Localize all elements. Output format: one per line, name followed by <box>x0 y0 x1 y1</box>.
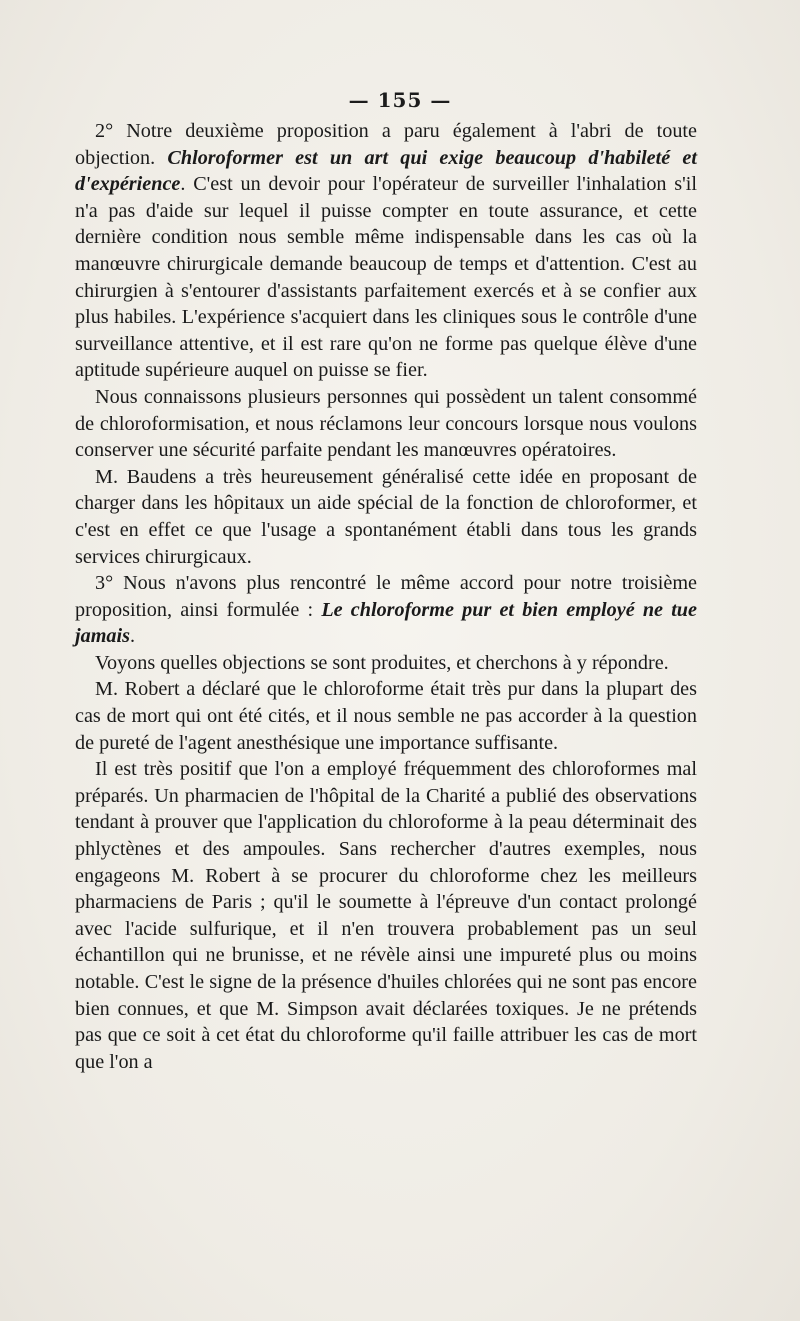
italic-emphasis: Chloroformer est un art qui exige beaucoup d'habileté et d'expérience <box>75 146 698 196</box>
italic-emphasis: Le chloroforme pur et bien employé ne tue jamais <box>75 598 697 648</box>
paragraph: Il est très positif que l'on a employé fréquemment des chloroformes mal préparés. Un pharmacien de l'hôpital de la Charité a publié des observations tendant à prouver que l'application du chloroforme à la peau déterminait des phlyctènes et des ampoules. Sans rechercher d'autres exemples, nous engageons M. Robert à se procurer du chloroforme chez les meilleurs pharmaciens de Paris ; qu'il le soumette à l'épreuve d'un contact prolongé avec l'acide sulfurique, et il n'en trouvera probablement pas un seul échantillon qui ne brunisse, et ne révèle ainsi une impureté plus ou moins notable. C'est le signe de la présence d'huiles chlorées qui ne sont pas encore bien connues, et que M. Simpson avait déclarées toxiques. Je ne prétends pas que ce soit à cet état du chloroforme qu'il faille attribuer les cas de mort que l'on a <box>75 758 697 1073</box>
paragraph: 2° Notre deuxième proposition a paru également à l'abri de toute objection. Chloroformer est un art qui exige beaucoup d'habileté et d'expérience. C'est un devoir pour l'opérateur de surveiller l'inhalation s'il n'a pas d'aide sur lequel il puisse compter en toute assurance, et cette dernière condition nous semble même indispensable dans les cas où la manœuvre chirurgicale demande beaucoup de temps et d'attention. C'est au chirurgien à s'entourer d'assistants parfaitement exercés et à se confier aux plus habiles. L'expérience s'acquiert dans les cliniques sous le contrôle d'une surveillance attentive, et il est rare qu'on ne forme pas quelque élève d'une aptitude supérieure auquel on puisse se fier. <box>75 120 698 382</box>
paragraph: 3° Nous n'avons plus rencontré le même accord pour notre troisième proposition, ainsi formulée : Le chloroforme pur et bien employé ne tue jamais. <box>75 572 697 648</box>
paragraph: M. Baudens a très heureusement généralisé cette idée en proposant de charger dans les hôpitaux un aide spécial de la fonction de chloroformer, et c'est en effet ce que l'usage a spontanément établi dans tous les grands services chirurgicaux. <box>75 465 697 568</box>
paragraph: M. Robert a déclaré que le chloroforme était très pur dans la plupart des cas de mort qui ont été cités, et il nous semble ne pas accorder à la question de pureté de l'agent anesthésique une importance suffisante. <box>75 678 697 754</box>
body-text <box>75 118 697 1075</box>
page-number: — 155 — <box>348 88 452 112</box>
paragraph: Voyons quelles objections se sont produites, et cherchons à y répondre. <box>95 651 669 674</box>
paragraph: Nous connaissons plusieurs personnes qui possèdent un talent consommé de chloroformisation, et nous réclamons leur concours lorsque nous voulons conserver une sécurité parfaite pendant les manœuvres opératoires. <box>75 385 697 462</box>
